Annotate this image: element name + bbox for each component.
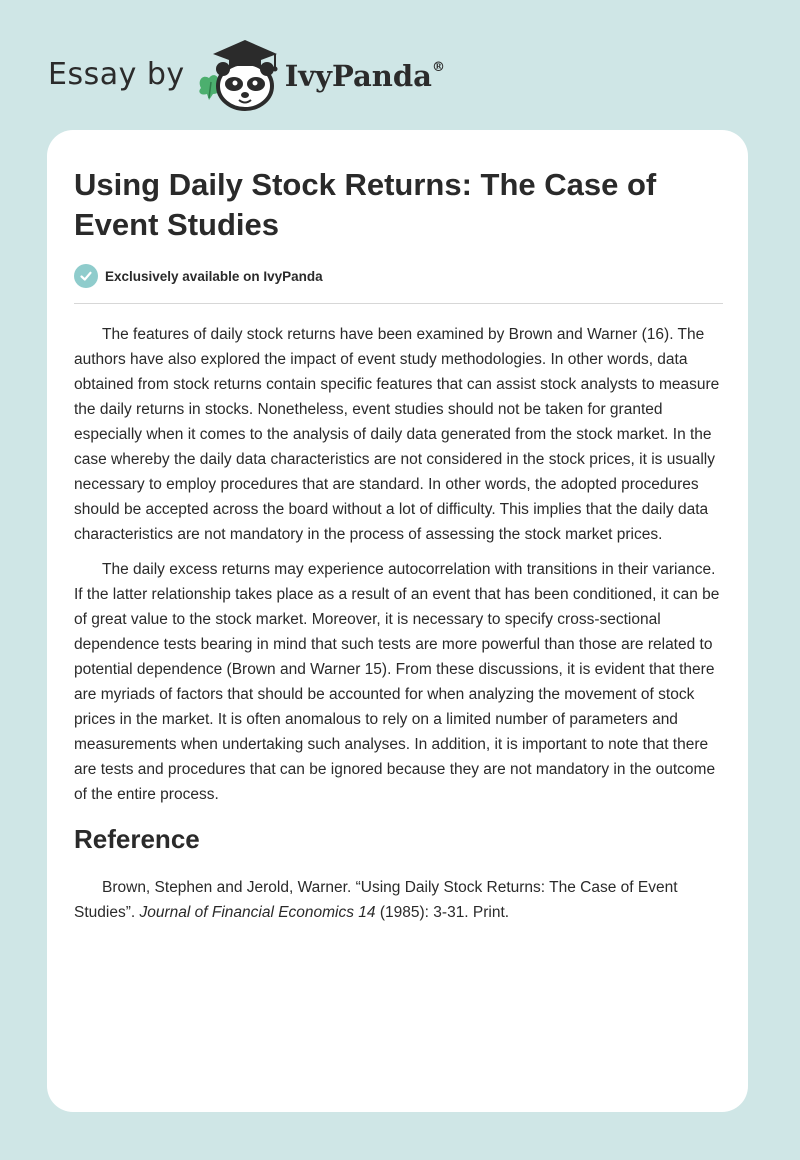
paragraph-2: The daily excess returns may experience autocorrelation with transitions in their variance. If the latter relationship takes place as a result of an event that has been conditioned, it can be of great value to the stock market. Moreover, it is necessary to specify cross-sectional dependence tests bearing in mind that such tests are more powerful than those are related to potential dependence (Brown and Warner 15). From these discussions, it is evident that there are myriads of factors that should be accounted for when analyzing the movement of stock prices in the market. It is often anomalous to rely on a limited number of parameters and measurements when undertaking such analyses. In addition, it is important to note that there are tests and procedures that can be ignored because they are not mandatory in the outcome of the entire process. (74, 561, 720, 803)
reference-entry (74, 875, 726, 925)
registered-mark: ® (431, 60, 445, 76)
site-header (48, 34, 445, 114)
essay-by-label: Essay by (48, 56, 185, 92)
title-divider (74, 303, 723, 304)
reference-heading: Reference (74, 824, 200, 854)
exclusive-badge (74, 264, 323, 288)
essay-title: Using Daily Stock Returns: The Case of Event Studies (74, 167, 657, 242)
reference-details: (1985): 3-31. Print. (375, 904, 510, 921)
essay-body (74, 322, 726, 925)
reference-journal: Journal of Financial Economics 14 (139, 904, 376, 921)
reference-authors-title: Brown, Stephen and Jerold, Warner. “Using Daily Stock Returns: The Case of Event Studies”. (74, 879, 678, 921)
brand-name[interactable]: IvyPanda® (284, 59, 445, 93)
paragraph-1: The features of daily stock returns have been examined by Brown and Warner (16). The authors have also explored the impact of event study methodologies. In other words, data obtained from stock returns contain specific features that can assist stock analysts to measure the daily returns in stocks. Nonetheless, event studies should not be taken for granted especially when it comes to the analysis of daily data generated from the stock market. In the case whereby the daily data characteristics are not considered in the stock prices, it is usually necessary to employ procedures that are standard. In other words, the adopted procedures should be accepted across the board without a lot of difficulty. This implies that the daily data characteristics are not mandatory in the process of assessing the stock market prices. (74, 326, 720, 543)
ivypanda-panda-icon[interactable] (195, 36, 281, 112)
essay-card (47, 130, 748, 1112)
check-icon (74, 264, 98, 288)
exclusive-label: Exclusively available on IvyPanda (105, 268, 323, 284)
